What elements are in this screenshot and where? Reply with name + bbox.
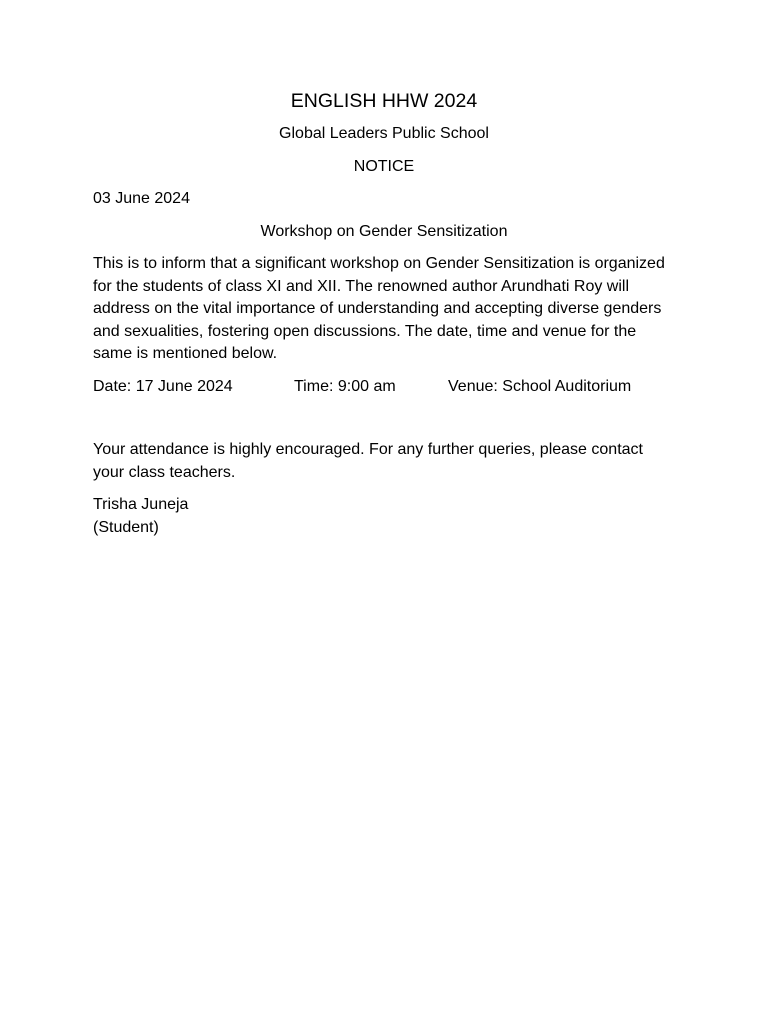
notice-body: This is to inform that a significant workshop on Gender Sensitization is organized for the students of class XI and XII. The renowned author Arundhati Roy will address on the vital importance of understanding and accepting diverse genders and sexualities, fostering open discussions. The date, time and venue for the same is mentioned below. [93,255,665,362]
notice-date: 03 June 2024 [93,190,190,207]
signature-name: Trisha Juneja [93,496,189,513]
signature-role: (Student) [93,518,159,536]
notice-heading: NOTICE [353,157,415,175]
event-details [93,376,675,399]
event-date: Date: 17 June 2024 [93,377,233,395]
notice-content [93,88,675,539]
document-title: ENGLISH HHW 2024 [290,90,478,112]
school-name: Global Leaders Public School [279,125,489,142]
closing-paragraph: Your attendance is highly encouraged. For any further queries, please contact your class teachers. [93,441,643,481]
blank-line [93,408,675,439]
event-venue: Venue: School Auditorium [448,377,632,395]
notice-subject: Workshop on Gender Sensitization [260,222,508,240]
event-time: Time: 9:00 am [294,377,396,395]
